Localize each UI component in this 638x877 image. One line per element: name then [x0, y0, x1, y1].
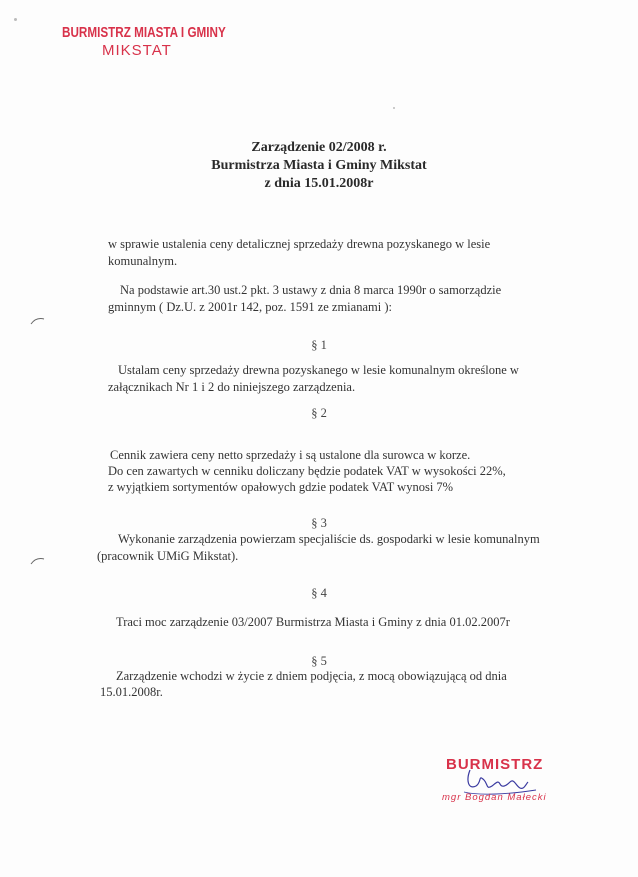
- legal-basis-line-1: Na podstawie art.30 ust.2 pkt. 3 ustawy z dnia 8 marca 1990r o samorządzie: [120, 283, 502, 297]
- margin-mark: [30, 556, 46, 566]
- section-2-heading: § 2: [311, 406, 327, 420]
- scan-dot: [14, 18, 17, 21]
- section-2-line-1: Cennik zawiera ceny netto sprzedaży i są ustalone dla surowca w korze.: [110, 448, 471, 462]
- section-5-line-1: Zarządzenie wchodzi w życie z dniem podjęcia, z mocą obowiązującą od dnia: [116, 669, 507, 683]
- subject-line-2: komunalnym.: [108, 254, 178, 268]
- municipal-stamp: [62, 24, 242, 59]
- legal-basis-line-2: gminnym ( Dz.U. z 2001r 142, poz. 1591 ze zmianami ):: [108, 300, 392, 314]
- stamp-line-2: MIKSTAT: [102, 42, 172, 59]
- section-2-line-3: z wyjątkiem sortymentów opałowych gdzie podatek VAT wynosi 7%: [108, 480, 454, 494]
- section-4-heading: § 4: [311, 586, 327, 600]
- signatory-name: mgr Bogdan Małecki: [442, 792, 547, 803]
- section-1-line-1: Ustalam ceny sprzedaży drewna pozyskanego w lesie komunalnym określone w: [118, 363, 519, 377]
- section-1-line-2: załącznikach Nr 1 i 2 do niniejszego zarządzenia.: [108, 380, 356, 394]
- document-title: Zarządzenie 02/2008 r.: [251, 140, 387, 155]
- section-2-line-2: Do cen zawartych w cenniku doliczany będzie podatek VAT w wysokości 22%,: [108, 464, 506, 478]
- section-3-line-1: Wykonanie zarządzenia powierzam specjaliście ds. gospodarki w lesie komunalnym: [118, 532, 540, 546]
- section-4-line-1: Traci moc zarządzenie 03/2007 Burmistrza Miasta i Gminy z dnia 01.02.2007r: [116, 615, 510, 629]
- section-3-line-2: (pracownik UMiG Mikstat).: [97, 549, 239, 563]
- signature-title: BURMISTRZ: [446, 756, 544, 773]
- section-5-line-2: 15.01.2008r.: [100, 685, 163, 699]
- section-3-heading: § 3: [311, 516, 327, 530]
- document-issuer: Burmistrza Miasta i Gminy Mikstat: [211, 158, 427, 173]
- scan-dot: [393, 107, 395, 109]
- section-1-heading: § 1: [311, 338, 327, 352]
- section-5-heading: § 5: [311, 654, 327, 668]
- stamp-line-1: BURMISTRZ MIASTA I GMINY: [62, 24, 226, 41]
- document-date: z dnia 15.01.2008r: [264, 176, 374, 191]
- signature-stamp: [440, 756, 570, 816]
- subject-line-1: w sprawie ustalenia ceny detalicznej sprzedaży drewna pozyskanego w lesie: [108, 237, 491, 251]
- margin-mark: [30, 316, 46, 326]
